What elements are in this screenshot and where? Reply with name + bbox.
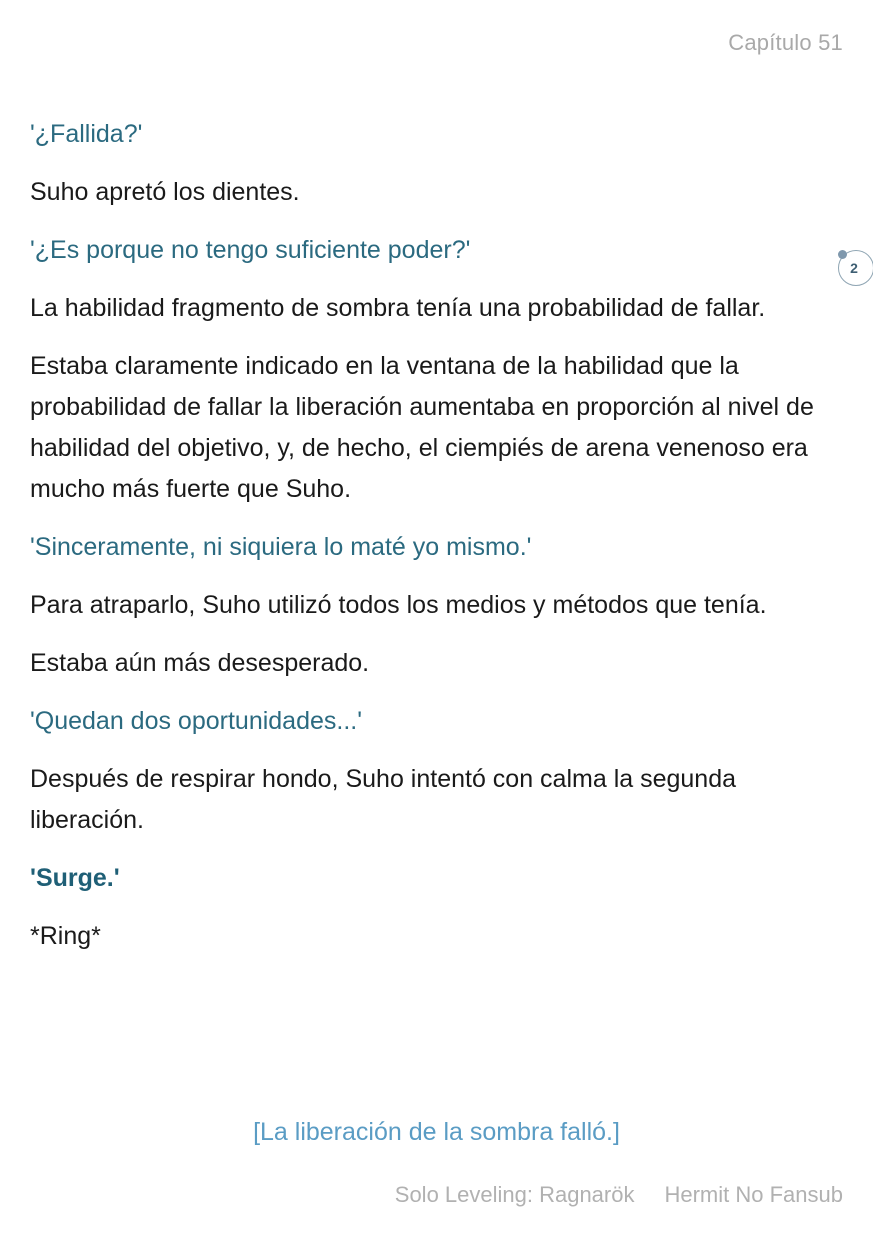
indicator-dot-icon: [838, 250, 847, 259]
paragraph-thought: 'Sinceramente, ni siquiera lo maté yo mismo.': [30, 533, 532, 561]
chapter-body: [30, 114, 830, 974]
paragraph: La habilidad fragmento de sombra tenía una probabilidad de fallar.: [30, 294, 766, 322]
footer-group-name: Hermit No Fansub: [664, 1182, 843, 1207]
footer-series-title: Solo Leveling: Ragnarök: [394, 1182, 635, 1207]
page-indicator-button[interactable]: [838, 250, 873, 286]
paragraph: Después de respirar hondo, Suho intentó con calma la segunda liberación.: [30, 765, 737, 834]
paragraph: Para atraparlo, Suho utilizó todos los medios y métodos que tenía.: [30, 591, 767, 619]
system-message: [La liberación de la sombra falló.]: [253, 1118, 620, 1146]
paragraph-sound: *Ring*: [30, 922, 101, 950]
paragraph-spell: 'Surge.': [30, 864, 120, 892]
paragraph-thought: '¿Fallida?': [30, 120, 143, 148]
paragraph: Suho apretó los dientes.: [30, 178, 300, 206]
paragraph-thought: '¿Es porque no tengo suficiente poder?': [30, 236, 471, 264]
paragraph: Estaba aún más desesperado.: [30, 649, 370, 677]
paragraph: Estaba claramente indicado en la ventana de la habilidad que la probabilidad de fallar la liberación aumentaba en proporción al nivel de habilidad del objetivo, y, de hecho, el ciempiés de arena venenoso era mucho más fuerte que Suho.: [30, 352, 814, 503]
page-number: 2: [850, 260, 858, 276]
chapter-label: Capítulo 51: [728, 30, 843, 55]
footer: [395, 1182, 843, 1208]
paragraph-thought: 'Quedan dos oportunidades...': [30, 707, 363, 735]
